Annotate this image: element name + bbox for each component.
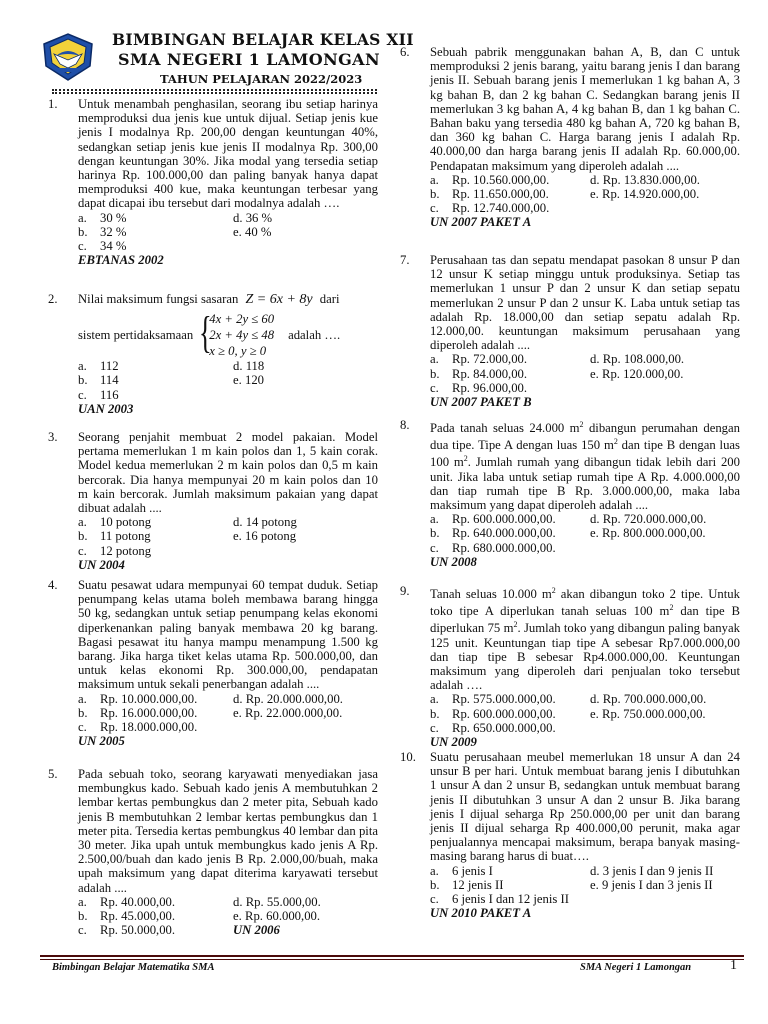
option-label: e. xyxy=(233,224,242,239)
question-number: 6. xyxy=(400,45,410,59)
option-label: a. xyxy=(430,692,439,707)
footer-school-text: SMA Negeri 1 Lamongan xyxy=(580,962,692,973)
question-4 xyxy=(48,578,378,748)
question-source: UN 2004 xyxy=(78,557,125,572)
footer-divider xyxy=(40,955,744,957)
question-text: Seorang penjahit membuat 2 model pakaian. Model pertama memerlukan 1 m kain polos dan 1, 5 kain corak. Model kedua memerlukan 2 m kain polos dan 0,5 m kain bercorak. Dia hanya mempunyai 20 m kain polos dan 10 m kain bercorak. Jumlah maksimum pakaian yang dapat dibuat adalah .... xyxy=(78,430,378,516)
option-label: c. xyxy=(78,387,87,402)
option-label: b. xyxy=(78,909,88,924)
option-b: Rp. 45.000,00. xyxy=(100,909,176,924)
option-a: Rp. 72.000,00. xyxy=(452,352,528,367)
option-c: 34 % xyxy=(100,239,127,254)
question-number: 9. xyxy=(400,584,410,598)
option-label: b. xyxy=(430,366,440,381)
option-c: Rp. 50.000,00. xyxy=(100,923,176,938)
question-5 xyxy=(48,767,378,937)
option-d: Rp. 108.000,00. xyxy=(602,352,685,367)
option-label: c. xyxy=(78,720,87,735)
option-d: Rp. 13.830.000,00. xyxy=(602,172,700,187)
inequality: 2x + 4y ≤ 48 xyxy=(209,328,275,343)
question-text: Suatu perusahaan meubel memerlukan 18 unsur A dan 24 unsur B per hari. Untuk membuat barang jenis I dibutuhkan 1 unsur A dan 2 unsur B, sedangkan untuk membuat barang jenis II dibutuhkan 3 unsur A dan 2 unsur B. Jika barang jenis I dijual seharga Rp 250.000,00 per unit dan barang jenis II dijual seharga Rp 400.000,00 perunit, maka agar penjualannya mencapai maksimum, berapa banyak masing-masing barang harus di buat…. xyxy=(430,750,740,864)
options xyxy=(78,895,378,938)
option-label: c. xyxy=(430,201,439,216)
header-title-2: SMA NEGERI 1 LAMONGAN xyxy=(118,50,381,69)
header-title-1: BIMBINGAN BELAJAR KELAS XII xyxy=(112,30,414,49)
question-text: Untuk menambah penghasilan, seorang ibu setiap harinya memproduksi dua jenis kue untuk dijual. Setiap jenis kue jenis I modalnya Rp. 200,00 dengan keuntungan 40%, sedangkan setiap jenis kue jenis II modalnya Rp. 300,00 dengan keuntungan 30%. Jika modal yang tersedia setiap harinya Rp. 100.000,00 dan paling banyak hanya dapat memproduksi 400 kue, maka keuntungan terbesar yang dapat dicapai ibu tersebut dari modalnya adalah …. xyxy=(78,97,378,211)
question-number: 8. xyxy=(400,418,410,432)
option-label: b. xyxy=(78,705,88,720)
options xyxy=(430,512,740,555)
option-e: Rp. 14.920.000,00. xyxy=(601,187,700,202)
option-b: 12 jenis II xyxy=(452,877,504,892)
option-a: 30 % xyxy=(100,210,127,225)
option-e: Rp. 750.000.000,00. xyxy=(601,706,706,721)
question-2 xyxy=(48,292,378,416)
option-c: Rp. 18.000.000,00. xyxy=(100,720,198,735)
option-b: Rp. 640.000.000,00. xyxy=(452,526,556,541)
question-number: 3. xyxy=(48,430,58,444)
option-b: 114 xyxy=(100,373,119,388)
option-label: a. xyxy=(430,352,439,367)
option-b: Rp. 600.000.000,00. xyxy=(452,706,556,721)
option-label: e. xyxy=(233,909,242,924)
page-number: 1 xyxy=(730,958,737,973)
inequality: 4x + 2y ≤ 60 xyxy=(209,312,275,327)
question-9 xyxy=(400,584,740,749)
option-label: d. xyxy=(590,352,600,367)
question-3 xyxy=(48,430,378,572)
option-e: Rp. 22.000.000,00. xyxy=(244,705,343,720)
question-source: UN 2010 PAKET A xyxy=(430,906,532,921)
option-a: 112 xyxy=(100,359,119,374)
option-label: e. xyxy=(233,705,242,720)
options xyxy=(78,692,378,735)
option-label: d. xyxy=(233,515,243,530)
option-label: e. xyxy=(590,366,599,381)
option-c: Rp. 680.000.000,00. xyxy=(452,540,556,555)
option-label: e. xyxy=(590,706,599,721)
option-a: Rp. 10.000.000,00. xyxy=(100,691,198,706)
option-label: e. xyxy=(590,187,599,202)
option-label: e. xyxy=(233,529,242,544)
option-label: a. xyxy=(78,359,87,374)
option-label: c. xyxy=(430,720,439,735)
question-1 xyxy=(48,97,378,267)
question-text: adalah …. xyxy=(288,328,341,343)
option-label: a. xyxy=(78,691,87,706)
option-c: 6 jenis I dan 12 jenis II xyxy=(452,892,569,907)
option-label: d. xyxy=(590,172,600,187)
option-e: 40 % xyxy=(244,224,272,239)
option-b: 32 % xyxy=(100,224,127,239)
option-label: a. xyxy=(430,863,439,878)
option-label: b. xyxy=(430,526,440,541)
options xyxy=(78,515,378,558)
option-a: 10 potong xyxy=(100,515,152,530)
question-source: UN 2008 xyxy=(430,554,477,569)
option-a: Rp. 10.560.000,00. xyxy=(452,172,550,187)
footer-left-text: Bimbingan Belajar Matematika SMA xyxy=(52,962,215,973)
question-number: 2. xyxy=(48,292,58,306)
option-label: c. xyxy=(430,892,439,907)
question-text: Pada sebuah toko, seorang karyawati menyediakan jasa membungkus kado. Sebuah kado jenis A membutuhkan 2 lembar kertas pembungkus dan 2 meter pita, Sebuah kado jenis B membutuhkan 2 lembar kertas pembungkus dan 1 meter pita. Tersedia kertas pembungkus 40 lembar dan pita 30 meter. Jika upah untuk membungkus kado jenis A Rp. 2.500,00/buah dan kado jenis B Rp. 2.000,00/buah, maka upah maksimum yang dapat diterima karyawati tersebut adalah .... xyxy=(78,767,378,895)
question-source: EBTANAS 2002 xyxy=(78,253,164,268)
option-label: d. xyxy=(233,359,243,374)
question-number: 1. xyxy=(48,97,58,111)
options xyxy=(430,692,740,735)
question-10 xyxy=(400,750,740,920)
option-d: 3 jenis I dan 9 jenis II xyxy=(602,863,714,878)
option-d: 118 xyxy=(245,359,265,374)
option-label: a. xyxy=(78,894,87,909)
header-divider xyxy=(52,89,377,94)
option-label: c. xyxy=(78,543,87,558)
option-a: Rp. 600.000.000,00. xyxy=(452,512,556,527)
option-label: c. xyxy=(430,380,439,395)
option-label: d. xyxy=(590,692,600,707)
option-d: Rp. 700.000.000,00. xyxy=(602,692,707,707)
option-label: a. xyxy=(430,512,439,527)
question-text: sistem pertidaksamaan xyxy=(78,328,194,343)
option-label: c. xyxy=(78,239,87,254)
option-label: a. xyxy=(78,515,87,530)
option-label: b. xyxy=(78,373,88,388)
option-label: d. xyxy=(233,894,243,909)
question-8 xyxy=(400,418,740,569)
question-number: 7. xyxy=(400,253,410,267)
option-c: 116 xyxy=(100,387,119,402)
option-b: 11 potong xyxy=(100,529,151,544)
option-label: b. xyxy=(430,706,440,721)
inequality: x ≥ 0, y ≥ 0 xyxy=(209,344,267,359)
option-e: Rp. 60.000,00. xyxy=(244,909,321,924)
option-label: d. xyxy=(590,863,600,878)
question-source: UAN 2003 xyxy=(78,401,134,416)
option-b: Rp. 16.000.000,00. xyxy=(100,705,198,720)
question-text: Sebuah pabrik menggunakan bahan A, B, dan C untuk memproduksi 2 jenis barang, yaitu barang jenis I dan barang jenis II. Sebuah barang jenis I memerlukan 1 kg bahan A, 3 kg bahan B, dan 2 kg bahan C. Sedangkan barang jenis II memerlukan 3 kg bahan A, 4 kg bahan B, dan 1 kg bahan C. Bahan baku yang tersedia 480 kg bahan A, 720 kg bahan B, dan 360 kg bahan C. Harga barang jenis I adalah Rp. 40.000,00 dan harga barang jenis II adalah Rp. 60.000,00. Pendapatan maksimum yang diperoleh adalah .... xyxy=(430,45,740,173)
option-c: Rp. 12.740.000,00. xyxy=(452,201,550,216)
option-a: Rp. 40.000,00. xyxy=(100,894,176,909)
school-logo-icon xyxy=(40,32,96,82)
question-source: UN 2009 xyxy=(430,735,477,750)
question-text: Nilai maksimum fungsi sasaran xyxy=(78,292,239,306)
options xyxy=(430,352,740,395)
options xyxy=(78,359,378,402)
option-label: b. xyxy=(430,877,440,892)
option-d: 14 potong xyxy=(245,515,297,530)
option-e: 16 potong xyxy=(244,529,297,544)
question-text: Tanah seluas 10.000 $m^2$ akan dibangun toko 2 tipe. Untuk toko tipe A diperlukan tanah seluas 100 $m^2$ dan tipe B diperlukan 75 $m^2$. Jumlah toko yang dibangun paling banyak 125 unit. Keuntungan tiap tipe A sebesar Rp7.000.000,00 dan tiap tipe B sebesar Rp4.000.000,00. Keuntungan maksimum yang diperoleh dari penjualan toko tersebut adalah …. xyxy=(430,586,741,693)
option-label: e. xyxy=(590,877,599,892)
question-source: UN 2006 xyxy=(233,923,280,938)
header-year: TAHUN PELAJARAN 2022/2023 xyxy=(160,72,363,86)
question-source: UN 2007 PAKET B xyxy=(430,395,532,410)
option-label: e. xyxy=(233,373,242,388)
options xyxy=(430,864,740,907)
footer-divider xyxy=(40,959,744,960)
option-label: e. xyxy=(590,526,599,541)
option-label: d. xyxy=(590,512,600,527)
question-7 xyxy=(400,253,740,409)
option-label: b. xyxy=(430,187,440,202)
option-label: d. xyxy=(233,210,243,225)
option-e: 120 xyxy=(244,373,265,388)
option-label: a. xyxy=(78,210,87,225)
question-6 xyxy=(400,45,740,230)
header xyxy=(40,28,414,98)
question-text: Pada tanah seluas 24.000 $m^2$ dibangun perumahan dengan dua tipe. Tipe A dengan luas 150 $m^2$ dan tipe B dengan luas 100 $m^2$. Jumlah rumah yang dibangun tidak lebih dari 200 unit. Jika laba untuk setiap rumah tipe A Rp. 4.000.000,00 dan tiap rumah tipe B Rp. 3.000.000,00, maka laba maksimum yang dapat diperoleh adalah .... xyxy=(430,420,740,513)
option-c: Rp. 650.000.000,00. xyxy=(452,720,556,735)
option-a: Rp. 575.000.000,00. xyxy=(452,692,556,707)
objective-function: Z = 6x + 8y xyxy=(245,292,313,307)
option-d: Rp. 20.000.000,00. xyxy=(245,691,343,706)
option-d: Rp. 720.000.000,00. xyxy=(602,512,707,527)
question-source: UN 2007 PAKET A xyxy=(430,215,532,230)
option-label: c. xyxy=(78,923,87,938)
question-number: 5. xyxy=(48,767,58,781)
option-label: c. xyxy=(430,540,439,555)
option-e: Rp. 800.000.000,00. xyxy=(601,526,706,541)
option-b: Rp. 84.000,00. xyxy=(452,366,528,381)
option-c: 12 potong xyxy=(100,543,152,558)
question-text: Perusahaan tas dan sepatu mendapat pasokan 8 unsur P dan 12 unsur K setiap minggu untuk produksinya. Setiap tas memerlukan 1 unsur P dan 2 unsur K dan setiap sepatu memerlukan 2 unsur P dan 2 unsur K. Laba untuk setiap tas adalah Rp. 18.000,00 dan setiap sepatu adalah Rp. 12.000,00. keuntungan maksimum perusahaan yang diperoleh adalah .... xyxy=(430,253,740,353)
option-c: Rp. 96.000,00. xyxy=(452,380,528,395)
option-e: 9 jenis I dan 3 jenis II xyxy=(601,877,713,892)
question-number: 4. xyxy=(48,578,58,592)
options xyxy=(78,211,378,254)
question-text: Suatu pesawat udara mempunyai 60 tempat duduk. Setiap penumpang kelas utama boleh membawa barang hingga 50 kg, sedangkan untuk setiap penumpang kelas ekonomi diperkenankan paling banyak membawa 20 kg barang. Bagasi pesawat itu hanya mampu menampung 1.500 kg barang. Jika harga tiket kelas utama Rp. 500.000,00, dan untuk kelas ekonomi Rp. 300.000,00, pendapatan maksimum untuk sekali penerbangan adalah .... xyxy=(78,578,378,692)
option-d: 36 % xyxy=(245,210,273,225)
inequality-system: { 4x + 2y ≤ 60 2x + 4y ≤ 48 x ≥ 0, y ≥ 0 xyxy=(199,308,275,359)
question-text: dari xyxy=(319,292,340,306)
question-source: UN 2005 xyxy=(78,734,125,749)
question-number: 10. xyxy=(400,750,416,764)
option-label: b. xyxy=(78,224,88,239)
options xyxy=(430,173,740,216)
option-a: 6 jenis I xyxy=(452,863,493,878)
option-label: b. xyxy=(78,529,88,544)
option-e: Rp. 120.000,00. xyxy=(601,366,684,381)
option-d: Rp. 55.000,00. xyxy=(245,894,321,909)
option-label: a. xyxy=(430,172,439,187)
option-label: d. xyxy=(233,691,243,706)
option-b: Rp. 11.650.000,00. xyxy=(452,187,549,202)
